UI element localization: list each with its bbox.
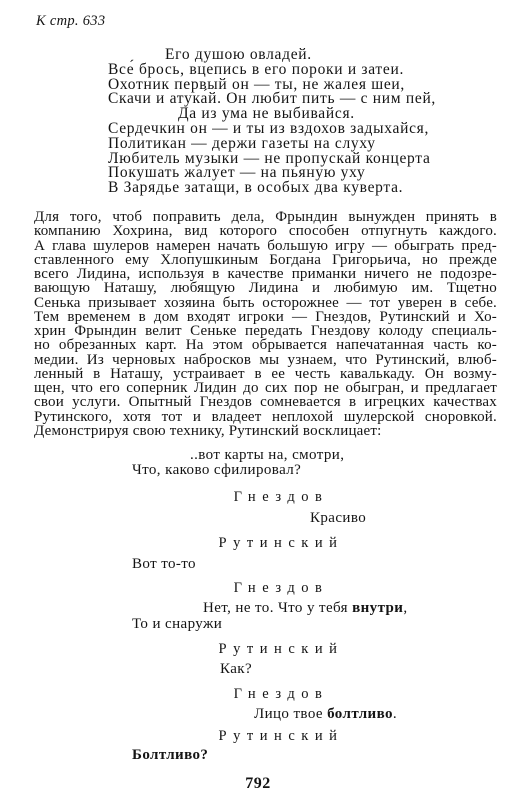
emphasized-word: внутри [352,600,404,616]
verse-line: В Зарядье затащи, в особых два куверта. [108,179,404,197]
speaker-name: Рутинский [218,535,344,551]
speaker-name: Гнездов [233,489,329,505]
commentary-line: вающую Наташу, любящую Лидина и любимую им. Тщетно [34,280,497,297]
speaker-name: Рутинский [218,728,344,744]
dialogue-line: Что, каково сфилировал? [132,462,302,478]
commentary-line: хрин Фрындин велит Сеньке передать Гнездову колоду специаль- [34,323,497,340]
dialogue-line: Как? [220,661,253,677]
commentary-line: ленный в Наташу, устраивает в ее честь кавалькаду. Он возму- [34,365,497,382]
emphasized-word: болтливо [327,706,393,722]
dialogue-line [132,747,208,763]
verse-line: Его душою овладей. [165,46,312,63]
verse-line: Охотник первый он — ты, не жалея шеи, [108,75,406,93]
dialogue-text: Нет, не то. Что у тебя [203,600,353,616]
commentary-line: Демонстрируя свою технику, Рутинский восклицает: [34,422,382,439]
commentary-line: компанию Хохрина, вид которого способен отпугнуть каждого. [34,223,497,240]
speaker-name: Гнездов [233,580,329,596]
speaker-name: Рутинский [218,641,344,657]
dialogue-text: Лицо твое [254,706,328,722]
commentary-line: Для того, чтоб поправить дела, Фрындин вынужден принять в [34,209,497,225]
commentary-line: Сенька призывает хозяина быть осторожнее — тот уверен в себе. [34,294,497,311]
speaker-name: Гнездов [233,686,329,702]
dialogue-line: То и снаружи [132,616,223,632]
verse-line: Скачи и атука́й. Он любит пить — с ним пей, [108,90,437,108]
commentary-line: Тем временем в дом входят игроки — Гнездов, Рутинский и Хо- [34,308,497,325]
verse-line: Любитель музыки — не пропускай концерта [108,149,431,167]
dialogue-line: ..вот карты на, смотри, [190,447,345,463]
dialogue-line [254,706,397,722]
commentary-line: но обрезанных карт. На этом обрывается напечатанная часть ко- [34,337,497,354]
verse-line: Сердечкин он — и ты из вздохов задыхайся, [108,119,430,137]
verse-line: Покушать жалует — на пьяную уху [108,164,366,182]
verse-line: Политикан — держи газеты на слуху [108,134,376,152]
commentary-line: щен, что его соперник Лидин до сих пор не обыгран, и предлагает [34,380,497,397]
verse-line: Все́ брось, вцепись в его пороки и затеи. [108,60,405,78]
commentary-line: А глава шулеров намерен начать большую игру — обыграть пред- [34,237,497,254]
page-number: 792 [245,775,271,792]
commentary-line: Рутинского, хотя тот и владеет неплохой шулерской сноровкой. [34,408,497,425]
dialogue-punctuation: . [392,706,398,722]
dialogue-line [203,600,407,616]
commentary-line: всего Лидина, используя в качестве приманки ничего не подозре- [34,266,497,283]
verse-line: Да из ума не выбивайся. [178,105,355,123]
commentary-line: медии. Из черновых набросков мы узнаем, что Рутинский, влюб- [34,351,497,368]
commentary-line: ставленного ему Хлопушкиным Богдана Григорьича, но прежде [34,251,497,268]
dialogue-line: Вот то-то [132,556,196,572]
commentary-line: свои услуги. Опытный Гнездов сомневается в игрецких качествах [34,394,497,411]
dialogue-line: Красиво [310,510,367,526]
dialogue-punctuation: , [403,600,408,616]
emphasized-word: Болтливо? [132,747,209,763]
page-reference: К стр. 633 [36,13,106,29]
